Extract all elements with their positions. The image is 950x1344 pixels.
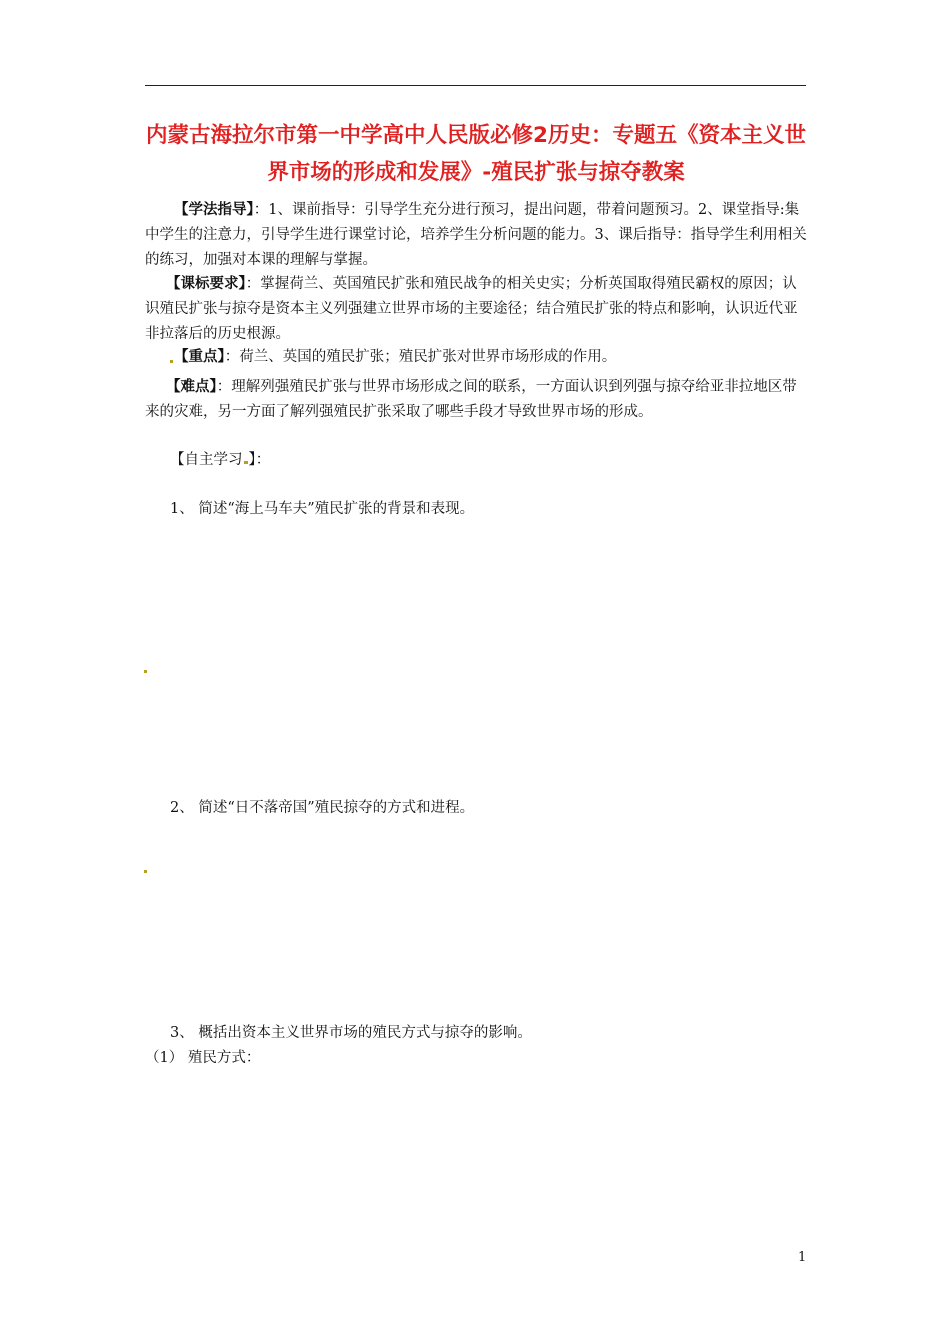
curriculum-label: 【课标要求】 bbox=[166, 276, 246, 292]
difficult-points-label: 【难点】 bbox=[166, 379, 217, 395]
study-guide-text: ：1、课前指导：引导学生充分进行预习，提出问题，带着问题预习。2、课堂指导:集中学生的注意力，引导学生进行课堂讨论，培养学生分析问题的能力。3、课后指导：指导学生利用相关的练习，加强对本课的理解与掌握。 bbox=[145, 202, 807, 268]
key-points-paragraph bbox=[145, 345, 809, 370]
study-guide-label: 【学法指导】 bbox=[174, 202, 254, 218]
self-study-label-open: 【自主学习 bbox=[170, 452, 243, 468]
curriculum-text: ：掌握荷兰、英国殖民扩张和殖民战争的相关史实；分析英国取得殖民霸权的原因；认识殖民扩张与掠夺是资本主义列强建立世界市场的主要途径；结合殖民扩张的特点和影响，认识近代亚非拉落后的历史根源。 bbox=[145, 276, 798, 342]
decorative-dot bbox=[144, 670, 147, 673]
header-rule bbox=[145, 85, 806, 86]
study-guide-paragraph bbox=[145, 198, 809, 273]
page-number: 1 bbox=[798, 1250, 807, 1265]
difficult-points-text: ：理解列强殖民扩张与世界市场形成之间的联系，一方面认识到列强与掠夺给亚非拉地区带来的灾难，另一方面了解列强殖民扩张采取了哪些手段才导致世界市场的形成。 bbox=[145, 379, 797, 420]
question-1: 1、 简述“海上马车夫”殖民扩张的背景和表现。 bbox=[170, 501, 475, 517]
difficult-points-paragraph bbox=[145, 375, 809, 425]
question-2: 2、 简述“日不落帝国”殖民掠夺的方式和进程。 bbox=[170, 800, 475, 816]
self-study-label-close: 】： bbox=[248, 452, 271, 468]
document-title: 内蒙古海拉尔市第一中学高中人民版必修2历史：专题五《资本主义世界市场的形成和发展》-殖民扩张与掠夺教案 bbox=[146, 123, 806, 185]
self-study-heading bbox=[170, 449, 270, 471]
decorative-dot bbox=[244, 461, 248, 464]
question-3: 3、 概括出资本主义世界市场的殖民方式与掠夺的影响。 bbox=[170, 1025, 532, 1041]
decorative-dot bbox=[144, 870, 147, 873]
sub-question-1: （1） 殖民方式： bbox=[145, 1050, 261, 1066]
key-points-text: ：荷兰、英国的殖民扩张；殖民扩张对世界市场形成的作用。 bbox=[224, 349, 617, 365]
key-points-label: 【重点】 bbox=[174, 349, 225, 365]
curriculum-paragraph bbox=[145, 272, 809, 347]
